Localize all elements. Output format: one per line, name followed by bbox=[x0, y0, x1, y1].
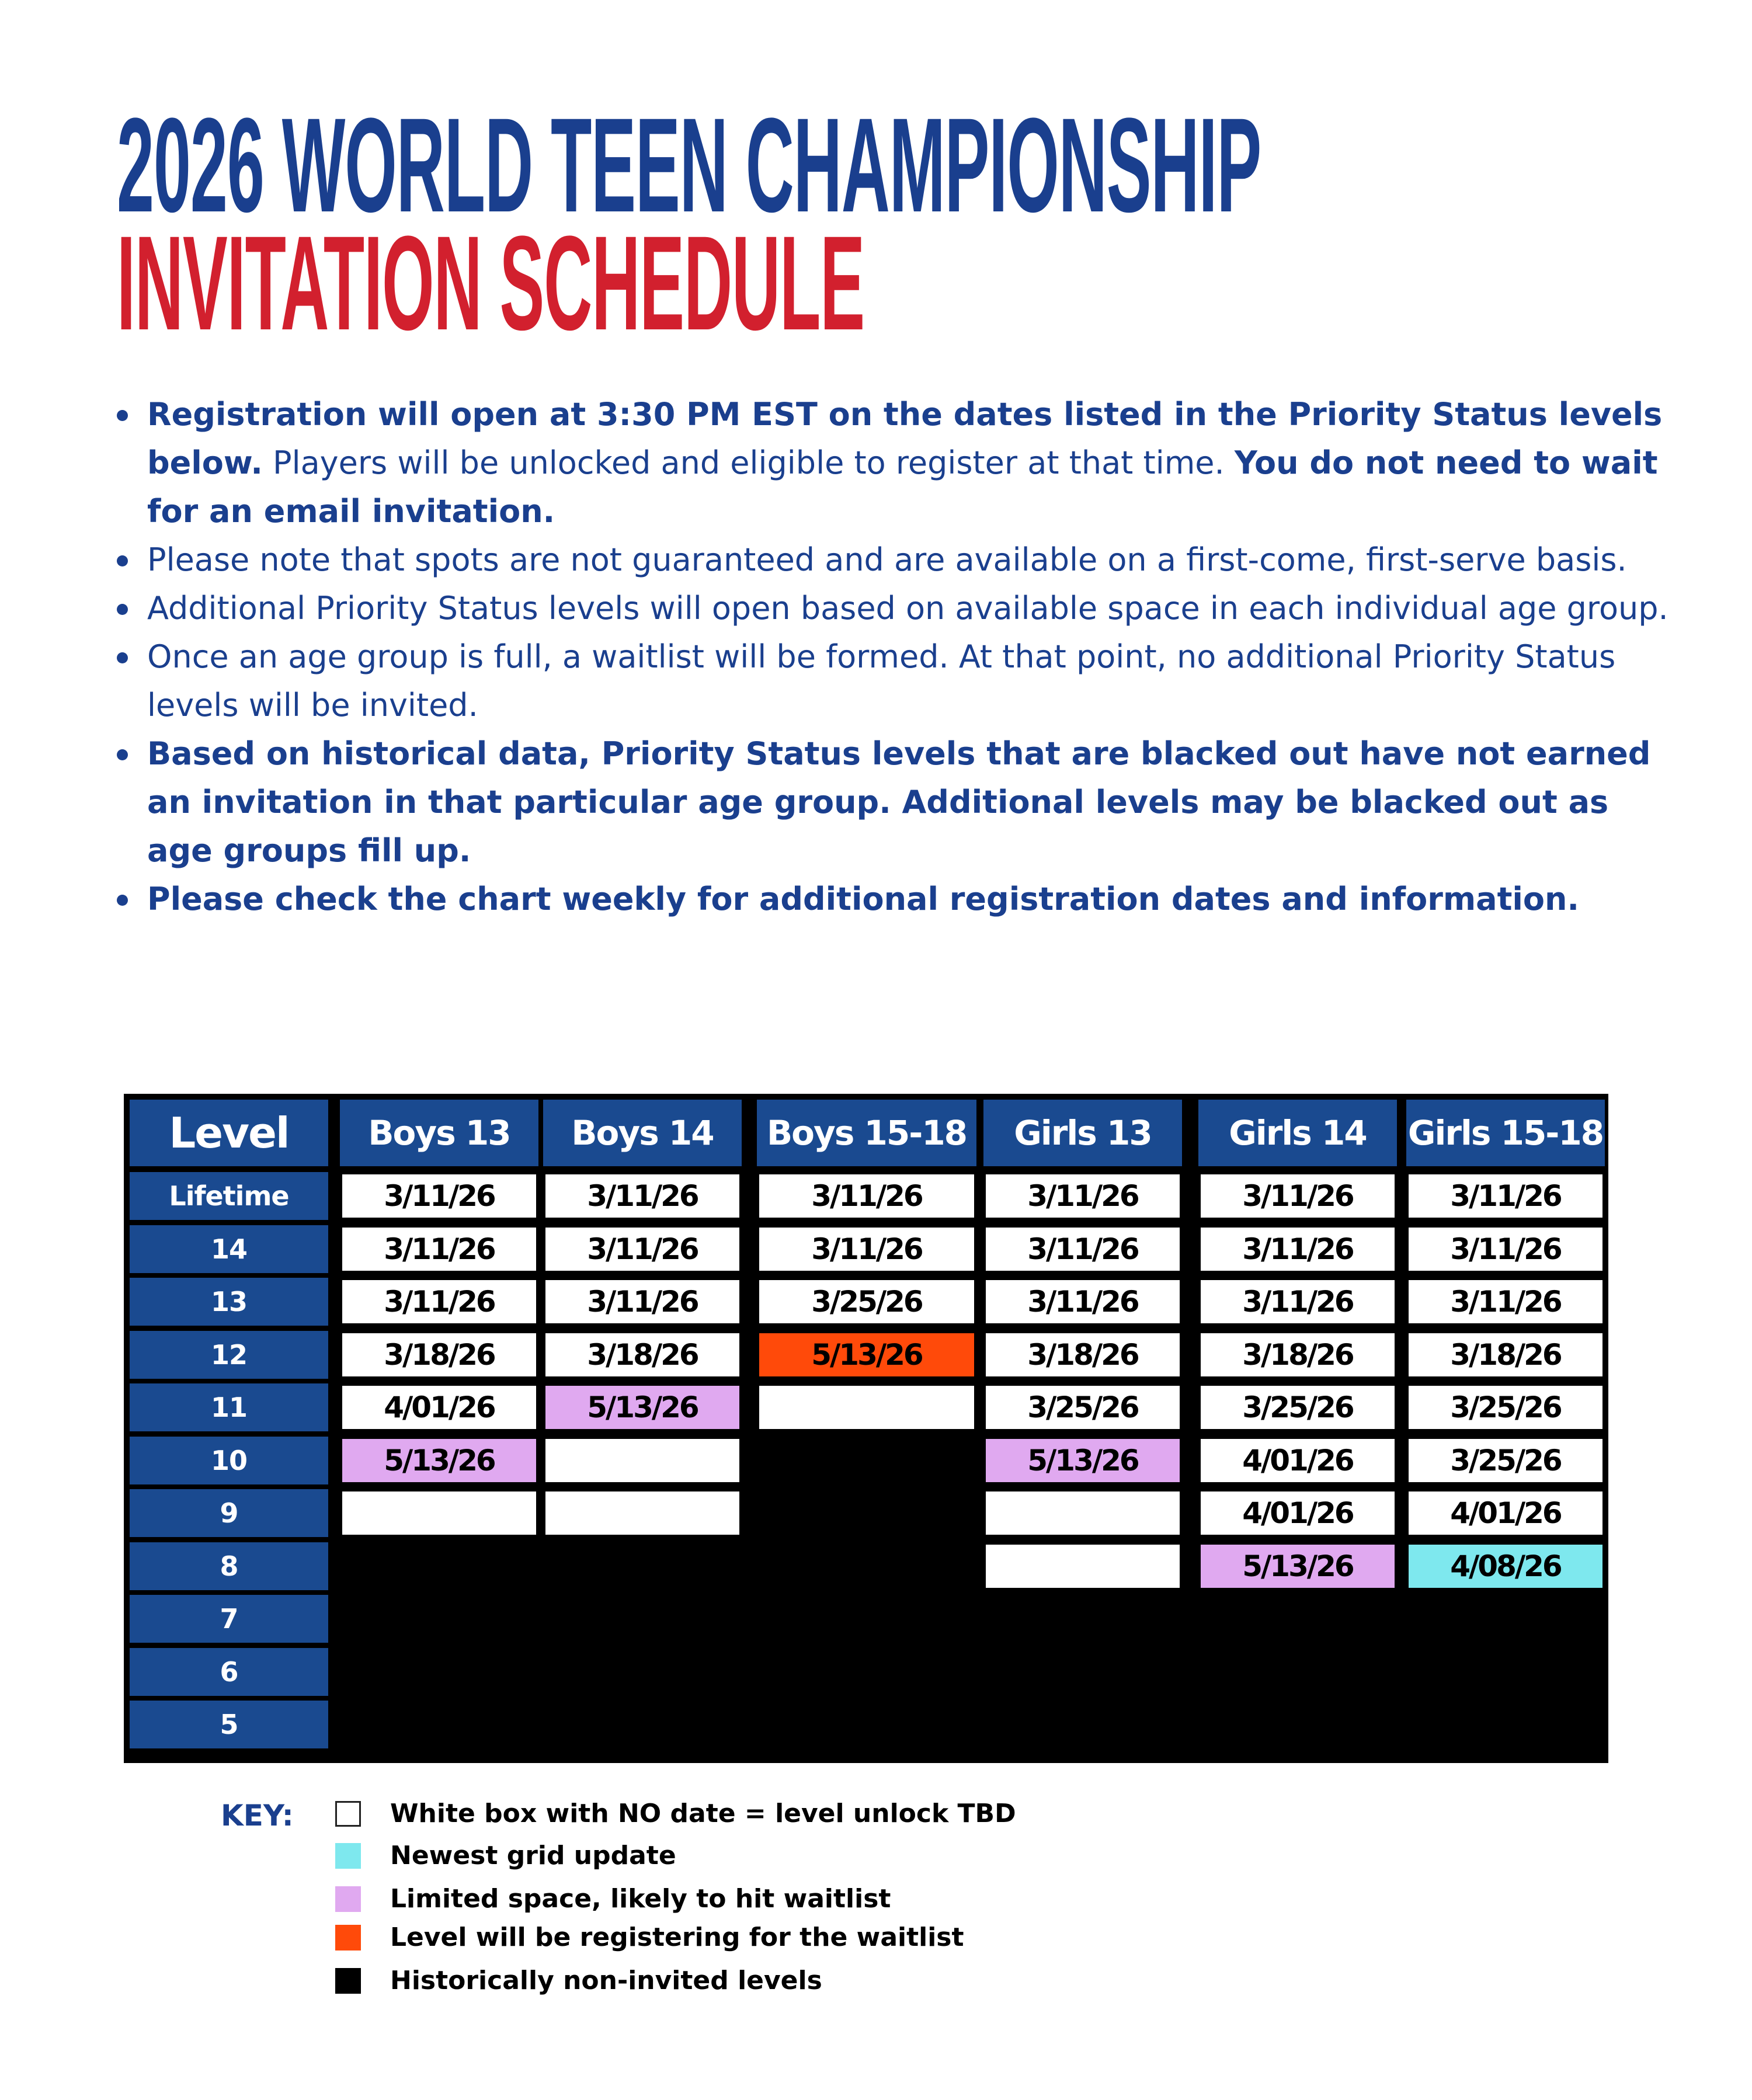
column-header-3: Boys 15-18 bbox=[757, 1100, 976, 1166]
title-line-2: INVITATION SCHEDULE bbox=[117, 208, 865, 358]
schedule-cell: 3/18/26 bbox=[1406, 1331, 1605, 1379]
key-item-label: Limited space, likely to hit waitlist bbox=[390, 1884, 891, 1914]
schedule-cell bbox=[340, 1489, 538, 1537]
bullet-additional-levels bbox=[117, 584, 1670, 632]
schedule-cell: 5/13/26 bbox=[340, 1437, 538, 1484]
schedule-cell: 3/11/26 bbox=[757, 1225, 976, 1273]
bullet-text: Once an age group is full, a waitlist will be formed. At that point, no additional Priority Status levels will be invited. bbox=[147, 638, 1616, 724]
schedule-cell: 5/13/26 bbox=[1198, 1542, 1397, 1590]
bullet-waitlist bbox=[117, 632, 1670, 729]
row-level-label: Lifetime bbox=[130, 1172, 328, 1220]
bullet-registration-open bbox=[117, 390, 1670, 536]
bullet-check-weekly bbox=[117, 875, 1670, 923]
key-swatch-non-invited bbox=[335, 1968, 361, 1994]
schedule-cell bbox=[983, 1542, 1182, 1590]
key-swatch-newest bbox=[335, 1843, 361, 1869]
schedule-cell: 4/01/26 bbox=[1198, 1489, 1397, 1537]
column-header-2: Boys 14 bbox=[543, 1100, 742, 1166]
bullet-text-bold: Registration will open at 3:30 PM EST on the dates listed in the Priority Status levels below. bbox=[147, 396, 1663, 481]
schedule-cell: 3/11/26 bbox=[1406, 1278, 1605, 1326]
bullet-text-bold: You do not need to wait for an email invitation. bbox=[147, 444, 1658, 530]
key-swatch-waitlist bbox=[335, 1925, 361, 1951]
schedule-cell: 3/11/26 bbox=[1198, 1172, 1397, 1220]
row-level-label: 11 bbox=[130, 1383, 328, 1431]
schedule-cell: 4/01/26 bbox=[1198, 1437, 1397, 1484]
schedule-cell bbox=[543, 1437, 742, 1484]
schedule-cell bbox=[543, 1489, 742, 1537]
schedule-cell: 3/25/26 bbox=[983, 1383, 1182, 1431]
schedule-cell: 3/11/26 bbox=[983, 1172, 1182, 1220]
schedule-cell: 3/25/26 bbox=[1406, 1383, 1605, 1431]
schedule-cell: 5/13/26 bbox=[757, 1331, 976, 1379]
level-column-header: Level bbox=[130, 1100, 328, 1166]
schedule-cell: 3/18/26 bbox=[983, 1331, 1182, 1379]
schedule-cell: 5/13/26 bbox=[983, 1437, 1182, 1484]
bullet-blacked-out bbox=[117, 729, 1670, 875]
schedule-cell: 3/11/26 bbox=[543, 1278, 742, 1326]
schedule-cell: 3/11/26 bbox=[1406, 1225, 1605, 1273]
key-item-label: Historically non-invited levels bbox=[390, 1966, 822, 1995]
row-level-label: 14 bbox=[130, 1225, 328, 1273]
schedule-cell: 3/11/26 bbox=[757, 1172, 976, 1220]
schedule-cell bbox=[757, 1383, 976, 1431]
schedule-cell: 3/25/26 bbox=[757, 1278, 976, 1326]
schedule-cell: 3/25/26 bbox=[1406, 1437, 1605, 1484]
column-header-1: Boys 13 bbox=[340, 1100, 538, 1166]
row-level-label: 5 bbox=[130, 1701, 328, 1748]
bullet-text: Additional Priority Status levels will open based on available space in each individual age group. bbox=[147, 590, 1668, 627]
key-swatch-limited bbox=[335, 1886, 361, 1912]
key-item-label: Level will be registering for the waitlist bbox=[390, 1922, 964, 1952]
key-item-label: Newest grid update bbox=[390, 1841, 676, 1870]
row-level-label: 7 bbox=[130, 1595, 328, 1643]
schedule-cell: 3/11/26 bbox=[340, 1278, 538, 1326]
key-item-label: White box with NO date = level unlock TBD bbox=[390, 1799, 1016, 1828]
schedule-cell: 3/18/26 bbox=[1198, 1331, 1397, 1379]
row-level-label: 10 bbox=[130, 1437, 328, 1484]
schedule-cell: 3/11/26 bbox=[1406, 1172, 1605, 1220]
column-header-4: Girls 13 bbox=[983, 1100, 1182, 1166]
row-level-label: 12 bbox=[130, 1331, 328, 1379]
key-label: KEY: bbox=[221, 1799, 294, 1833]
schedule-cell bbox=[983, 1489, 1182, 1537]
bullet-text-bold: Based on historical data, Priority Status levels that are blacked out have not earned an invitation in that particular age group. Additional levels may be blacked out as age groups fill up. bbox=[147, 735, 1651, 869]
row-level-label: 6 bbox=[130, 1648, 328, 1696]
bullet-text-bold: Please check the chart weekly for additional registration dates and information. bbox=[147, 881, 1579, 917]
schedule-cell: 3/11/26 bbox=[983, 1225, 1182, 1273]
schedule-cell: 3/11/26 bbox=[983, 1278, 1182, 1326]
schedule-cell: 4/01/26 bbox=[1406, 1489, 1605, 1537]
schedule-cell: 4/08/26 bbox=[1406, 1542, 1605, 1590]
column-header-5: Girls 14 bbox=[1198, 1100, 1397, 1166]
schedule-cell: 4/01/26 bbox=[340, 1383, 538, 1431]
row-level-label: 8 bbox=[130, 1542, 328, 1590]
bullet-text: Players will be unlocked and eligible to register at that time. bbox=[262, 444, 1235, 481]
row-level-label: 13 bbox=[130, 1278, 328, 1326]
key-swatch-white bbox=[335, 1801, 361, 1827]
schedule-cell: 5/13/26 bbox=[543, 1383, 742, 1431]
schedule-cell: 3/11/26 bbox=[543, 1225, 742, 1273]
invitation-schedule-table bbox=[124, 1094, 1608, 1763]
schedule-cell: 3/11/26 bbox=[340, 1172, 538, 1220]
bullet-text: Please note that spots are not guaranteed and are available on a first-come, first-serve basis. bbox=[147, 541, 1627, 578]
schedule-cell: 3/11/26 bbox=[1198, 1278, 1397, 1326]
schedule-cell: 3/11/26 bbox=[340, 1225, 538, 1273]
row-level-label: 9 bbox=[130, 1489, 328, 1537]
info-bullet-list bbox=[117, 390, 1670, 923]
bullet-spots-not-guaranteed bbox=[117, 536, 1670, 584]
schedule-cell: 3/18/26 bbox=[340, 1331, 538, 1379]
schedule-cell: 3/18/26 bbox=[543, 1331, 742, 1379]
schedule-cell: 3/25/26 bbox=[1198, 1383, 1397, 1431]
title-line-1: 2026 WORLD TEEN CHAMPIONSHIP bbox=[117, 90, 1261, 240]
schedule-cell: 3/11/26 bbox=[1198, 1225, 1397, 1273]
schedule-cell: 3/11/26 bbox=[543, 1172, 742, 1220]
column-header-6: Girls 15-18 bbox=[1406, 1100, 1605, 1166]
